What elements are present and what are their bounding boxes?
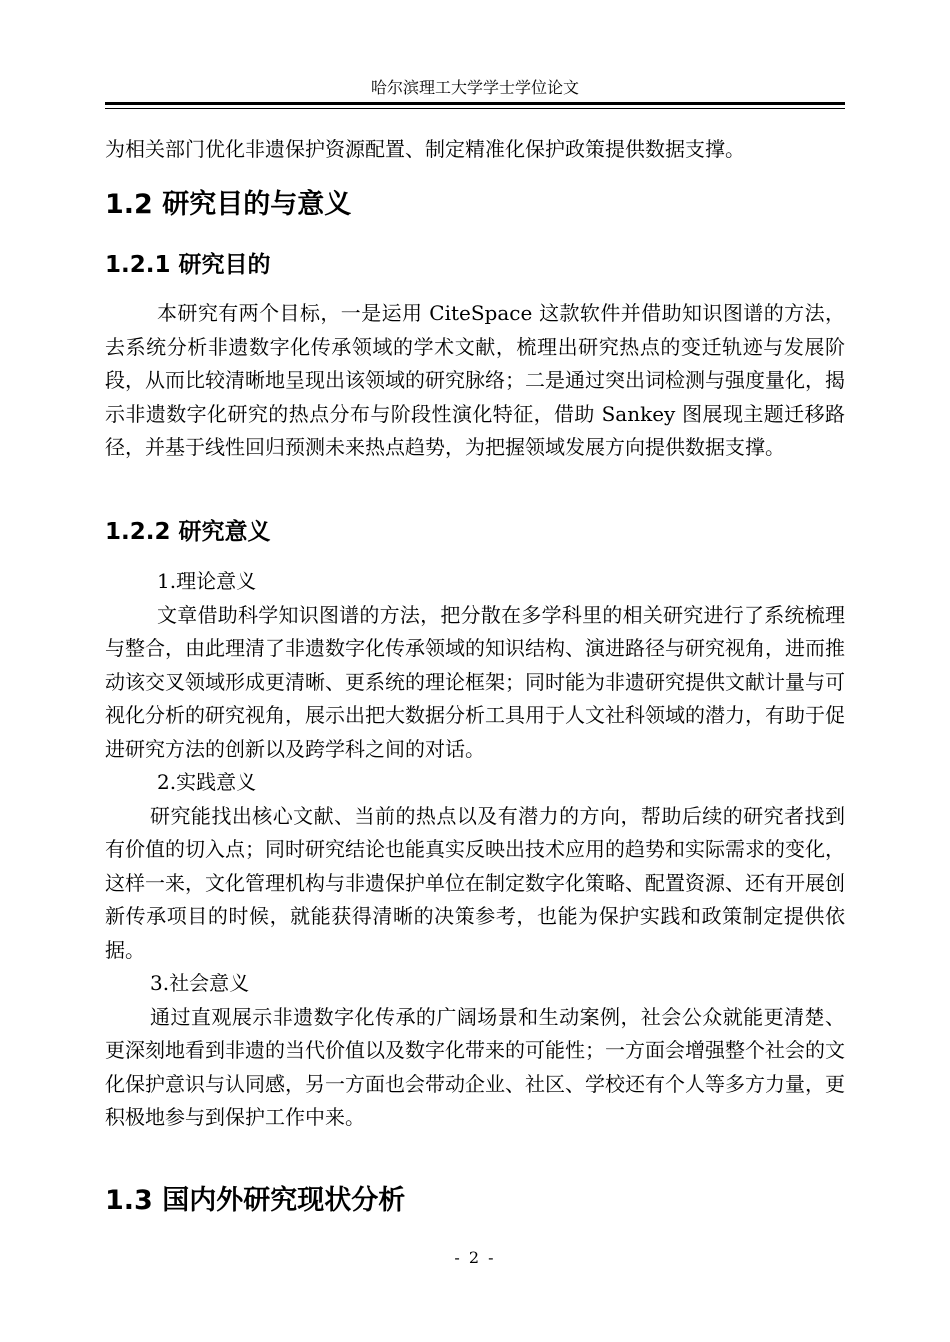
practice-paragraph: 研究能找出核心文献、当前的热点以及有潜力的方向，帮助后续的研究者找到有价值的切入点；同时研究结论也能真实反映出技术应用的趋势和实际需求的变化，这样一来，文化管理机构与非遗保护单位在制定数字化策略、配置资源、还有开展创新传承项目的时候，就能获得清晰的决策参考，也能为保护实践和政策制定提供依据。 [105, 803, 845, 962]
section-heading-1-2: 1.2 研究目的与意义 [105, 189, 352, 220]
section-1-2 [105, 188, 845, 222]
subsection-heading-1-2-2: 1.2.2 研究意义 [105, 519, 271, 545]
theory-block [105, 565, 845, 1135]
theory-label: 1.理论意义 [157, 569, 257, 593]
practice-label: 2.实践意义 [157, 770, 257, 794]
theory-paragraph: 文章借助科学知识图谱的方法，把分散在多学科里的相关研究进行了系统梳理与整合，由此理清了非遗数字化传承领域的知识结构、演进路径与研究视角，进而推动该交叉领域形成更清晰、更系统的理论框架；同时能为非遗研究提供文献计量与可视化分析的研究视角，展示出把大数据分析工具用于人文社科领域的潜力，有助于促进研究方法的创新以及跨学科之间的对话。 [105, 602, 845, 761]
subsection-1-2-1 [105, 250, 845, 280]
page-number: - 2 - [454, 1248, 496, 1267]
section-1-3 [105, 1184, 845, 1218]
social-label: 3.社会意义 [150, 971, 250, 995]
social-paragraph: 通过直观展示非遗数字化传承的广阔场景和生动案例，社会公众就能更清楚、更深刻地看到非遗的当代价值以及数字化带来的可能性；一方面会增强整个社会的文化保护意识与认同感，另一方面也会带动企业、社区、学校还有个人等多方力量，更积极地参与到保护工作中来。 [105, 1004, 845, 1129]
purpose-paragraph: 本研究有两个目标，一是运用 CiteSpace 这款软件并借助知识图谱的方法，去系统分析非遗数字化传承领域的学术文献，梳理出研究热点的变迁轨迹与发展阶段，从而比较清晰地呈现出该领域的研究脉络；二是通过突出词检测与强度量化，揭示非遗数字化研究的热点分布与阶段性演化特征，借助 Sankey 图展现主题迁移路径，并基于线性回归预测未来热点趋势，为把握领域发展方向提供数据支撑。 [105, 301, 845, 459]
subsection-heading-1-2-1: 1.2.1 研究目的 [105, 252, 271, 278]
continuation-block [105, 133, 845, 167]
subsection-1-2-2 [105, 517, 845, 547]
purpose-block [105, 297, 845, 465]
running-header: 哈尔滨理工大学学士学位论文 [370, 78, 579, 97]
section-heading-1-3: 1.3 国内外研究现状分析 [105, 1185, 406, 1216]
header-rule-thin [105, 108, 845, 109]
header-rule-thick [105, 102, 845, 105]
continuation-paragraph: 为相关部门优化非遗保护资源配置、制定精准化保护政策提供数据支撑。 [105, 137, 745, 161]
